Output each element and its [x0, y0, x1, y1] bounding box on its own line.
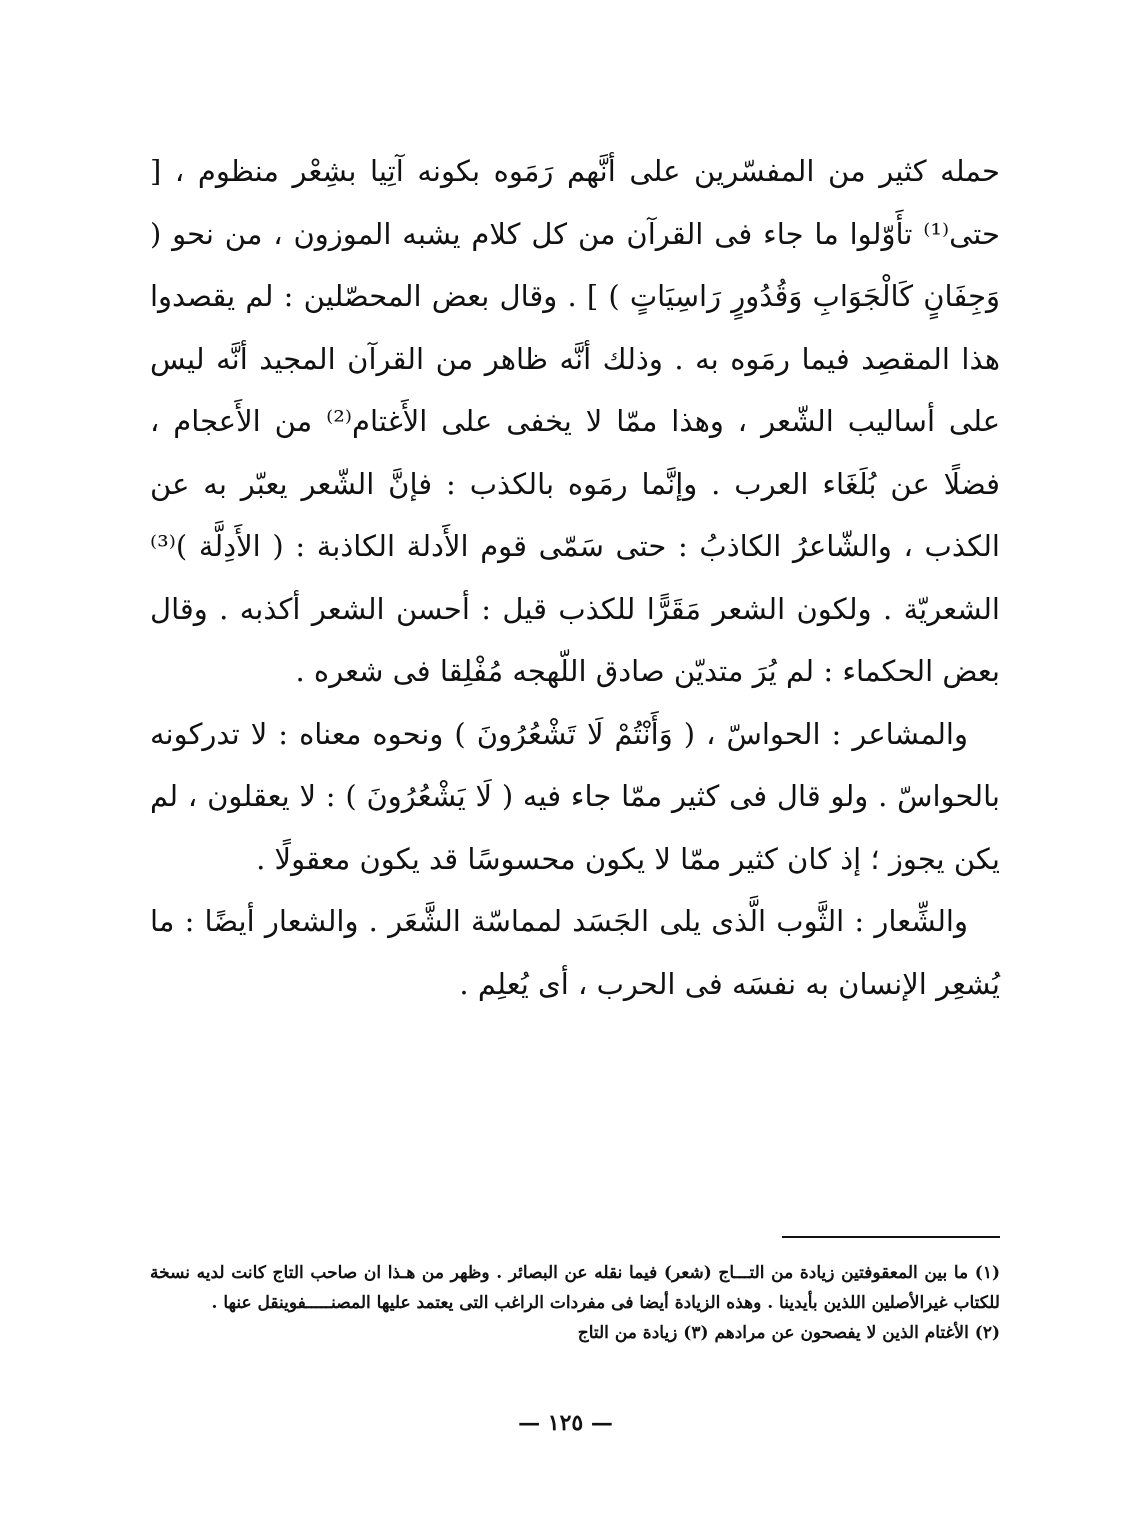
paragraph-mashaer: والمشاعر : الحواسّ ، ( وَأَنْتُمْ لَا تَشْعُرُونَ ) ونحوه معناه : لا تدركونه بالحواسّ . ولو قال فى كثير ممّا جاء فيه ( لَا يَشْعُرُونَ ) : لا يعقلون ، لم يكن يجوز ؛ إذ كان كثير ممّا لا يكون محسوسًا قد يكون معقولًا .	[150, 716, 1000, 876]
page-number: — ١٢٥ —	[518, 1410, 613, 1436]
paragraph-shir: حمله كثير من المفسّرين على أنَّهم رَمَوه بكونه آتِيا بشِعْر منظوم ، [ حتى⁽¹⁾ تأَوّلوا ما جاء فى القرآن من كل كلام يشبه الموزون ، من نحو ( وَجِفَانٍ كَالْجَوَابِ وَقُدُورٍ رَاسِيَاتٍ ) ] . وقال بعض المحصّلين : لم يقصدوا هذا المقصِد فيما رمَوه به . وذلك أنَّه ظاهر من القرآن المجيد أنَّه ليس على أساليب الشّعر ، وهذا ممّا لا يخفى على الأَغتام⁽²⁾ من الأَعجام ، فضلًا عن بُلَغَاء العرب . وإنَّما رمَوه بالكذب : فإنَّ الشّعر يعبّر به عن الكذب ، والشّاعرُ الكاذبُ : حتى سَمّى قوم الأَدلة الكاذبة : ( الأَدِلَّة )⁽³⁾ الشعريّة . ولكون الشعر مَقَرًّا للكذب قيل : أحسن الشعر أكذبه . وقال بعض الحكماء : لم يُرَ متديّن صادق اللّهجه مُفْلِقا فى شعره .	[150, 154, 1000, 688]
footnote-divider	[782, 1236, 1000, 1238]
footnotes	[150, 1258, 1000, 1348]
footnote-1: (١) ما بين المعقوفتين زيادة من التـــاج (شعر) فيما نقله عن البصائر . وظهر من هـذا ان صاحب التاج كانت لديه نسخة للكتاب غيرالأصلين اللذين بأيدينا . وهذه الزيادة أيضا فى مفردات الراغب التى يعتمد عليها المصنـــــفوينقل عنها .	[150, 1263, 1000, 1313]
footnote-2-3: (٢) الأغتام الذين لا يفصحون عن مرادهم (٣) زيادة من التاج	[577, 1323, 1000, 1343]
main-text	[150, 140, 1000, 1015]
paragraph-shiaar: والشِّعار : الثَّوب الَّذى يلى الجَسَد لمماسّة الشَّعَر . والشعار أيضًا : ما يُشعِر الإنسان به نفسَه فى الحرب ، أى يُعلِم .	[150, 904, 1000, 1001]
